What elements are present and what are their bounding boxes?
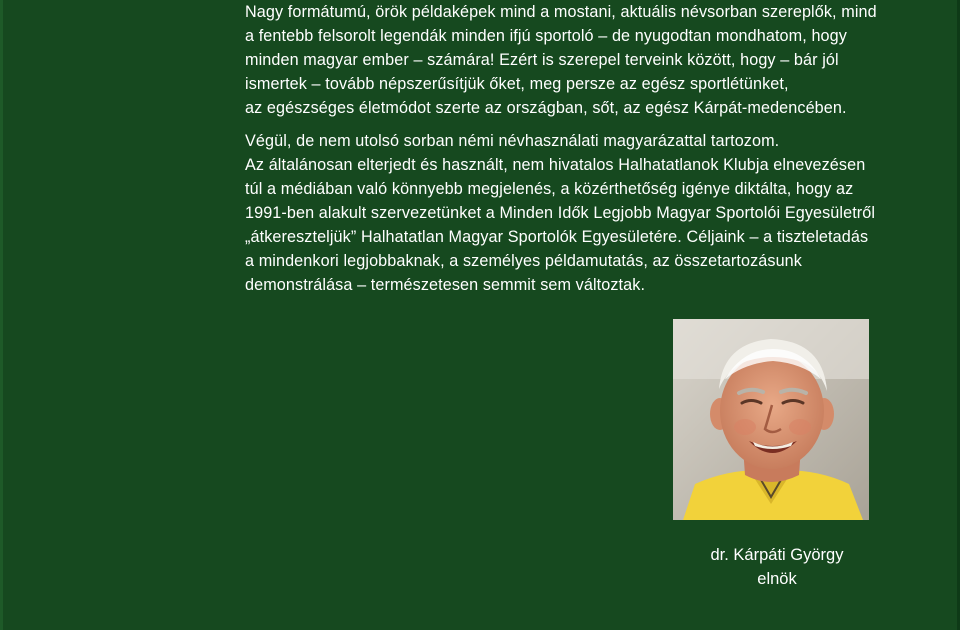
portrait-illustration bbox=[673, 319, 869, 520]
text-line: 1991-ben alakult szervezetünket a Minden Idők Legjobb Magyar Sportolói Egyesületről bbox=[245, 204, 876, 222]
text-line: „átkereszteljük” Halhatatlan Magyar Sportolók Egyesületére. Céljaink – a tiszteletadás bbox=[245, 228, 869, 246]
text-line: demonstrálása – természetesen semmit sem változtak. bbox=[245, 276, 646, 294]
text-line: Az általánosan elterjedt és használt, nem hivatalos Halhatatlanok Klubja elnevezésen bbox=[245, 156, 866, 174]
text-line: Végül, de nem utolsó sorban némi névhasználati magyarázattal tartozom. bbox=[245, 132, 780, 150]
text-line: ismertek – tovább népszerűsítjük őket, meg persze az egész sportlétünket, bbox=[245, 75, 789, 93]
signature-block bbox=[672, 543, 882, 591]
page-edge-left bbox=[0, 0, 3, 630]
paragraph-naming-explanation bbox=[245, 153, 875, 297]
signature-name: dr. Kárpáti György bbox=[710, 546, 844, 564]
text-line: Nagy formátumú, örök példaképek mind a mostani, aktuális névsorban szereplők, mind bbox=[245, 3, 877, 21]
text-line: a mindenkori legjobbaknak, a személyes példamutatás, az összetartozásunk bbox=[245, 252, 802, 270]
text-line: az egészséges életmódot szerte az országban, sőt, az egész Kárpát-medencében. bbox=[245, 99, 847, 117]
text-line: minden magyar ember – számára! Ezért is szerepel terveink között, hogy – bár jól bbox=[245, 51, 839, 69]
text-line: a fentebb felsorolt legendák minden ifjú sportoló – de nyugodtan mondhatom, hogy bbox=[245, 27, 847, 45]
signature-title: elnök bbox=[757, 570, 797, 588]
portrait-photo bbox=[673, 319, 869, 520]
paragraph-naming-intro bbox=[245, 129, 779, 153]
text-line: túl a médiában való könnyebb megjelenés, a közérthetőség igénye diktálta, hogy az bbox=[245, 180, 854, 198]
paragraph-role-models bbox=[245, 0, 877, 120]
